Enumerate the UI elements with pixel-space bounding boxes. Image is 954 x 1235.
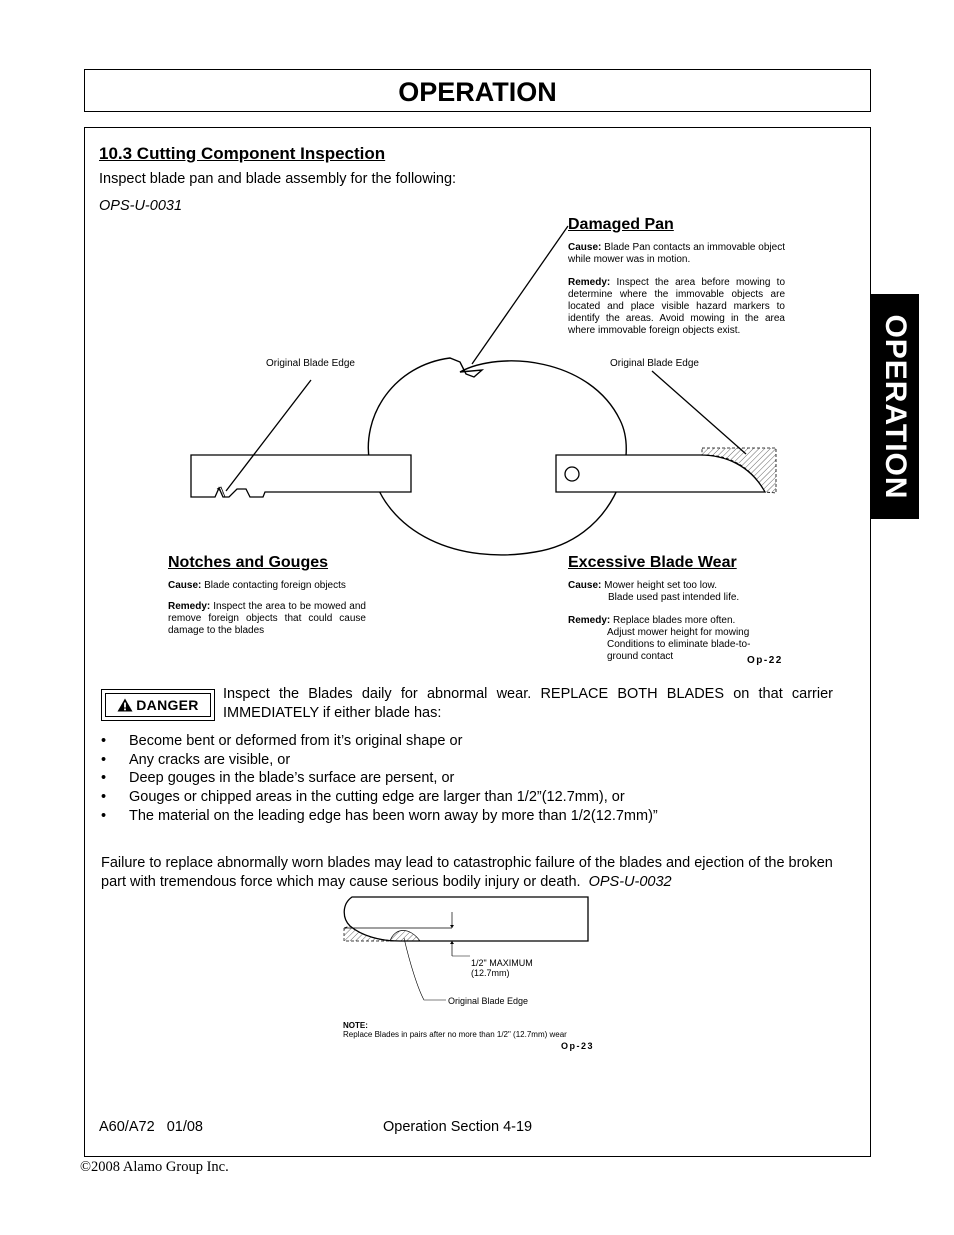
cause-text: Blade Pan contacts an immovable object while mower was in motion. <box>568 242 785 265</box>
worn-blade <box>344 897 588 941</box>
damaged-pan-title: Damaged Pan <box>568 216 674 233</box>
cause-text: Blade contacting foreign objects <box>204 580 346 591</box>
remedy-label: Remedy: <box>568 615 611 626</box>
danger-text: Inspect the Blades daily for abnormal wear. REPLACE BOTH BLADES on that carrier IMMEDIATELY if either blade has: <box>223 686 833 721</box>
notches-title: Notches and Gouges <box>168 554 329 571</box>
remedy-line: Conditions to eliminate blade-to- <box>607 639 751 650</box>
remedy-text: Inspect the area before mowing to determine where the immovable objects are located and place visible hazard markers to identify the areas. Avoid mowing in the area where immovable foreign objects exist. <box>568 277 786 336</box>
notches-cause <box>168 580 346 592</box>
remedy-line: Replace blades more often. <box>613 615 736 626</box>
danger-badge <box>101 689 215 721</box>
section-intro: Inspect blade pan and blade assembly for the following: <box>99 171 457 187</box>
blade-bolt-hole <box>565 467 579 481</box>
header-box <box>84 69 871 112</box>
remedy-line: Adjust mower height for mowing <box>607 627 750 638</box>
copyright: ©2008 Alamo Group Inc. <box>80 1159 229 1175</box>
figure-code: Op-23 <box>561 1041 595 1051</box>
remedy-label: Remedy: <box>568 277 611 288</box>
left-blade <box>191 455 411 497</box>
remedy-line: ground contact <box>607 651 674 662</box>
note-text: Replace Blades in pairs after no more than 1/2" (12.7mm) wear <box>343 1030 567 1039</box>
notches-remedy <box>168 601 366 637</box>
original-edge-label: Original Blade Edge <box>448 996 529 1006</box>
list-item: • Gouges or chipped areas in the cutting edge are larger than 1/2”(12.7mm), or <box>101 789 625 806</box>
footer-section: Operation Section 4-19 <box>383 1119 533 1135</box>
page-title: OPERATION <box>398 77 557 107</box>
damaged-pan-cause <box>568 242 785 266</box>
failure-paragraph <box>101 854 841 891</box>
list-item: • Become bent or deformed from it’s original shape or <box>101 733 463 749</box>
list-item: • Any cracks are visible, or <box>101 751 291 768</box>
max-wear-label: 1/2" MAXIMUM (12.7mm) <box>471 958 533 978</box>
list-item: • The material on the leading edge has been worn away by more than 1/2(12.7mm)” <box>101 807 658 824</box>
danger-label: DANGER <box>136 697 199 713</box>
section-heading: 10.3 Cutting Component Inspection <box>99 144 386 163</box>
warning-triangle-icon <box>117 698 133 712</box>
wear-title: Excessive Blade Wear <box>568 554 737 571</box>
list-item: • Deep gouges in the blade’s surface are persent, or <box>101 770 455 787</box>
failure-text: Failure to replace abnormally worn blades may lead to catastrophic failure of the blades and ejection of the broken part with tremendous force which may cause serious bodily injury or death. <box>101 855 833 890</box>
cause-line: Mower height set too low. <box>604 580 717 591</box>
remedy-label: Remedy: <box>168 601 211 612</box>
ops-code: OPS-U-0032 <box>588 873 672 890</box>
damaged-pan-remedy <box>568 277 785 337</box>
side-tab-label: OPERATION <box>878 313 912 500</box>
footer-model: A60/A72 01/08 <box>99 1119 203 1135</box>
wear-cause <box>568 580 788 604</box>
bullet-list <box>101 732 841 826</box>
cause-label: Cause: <box>168 580 202 591</box>
right-edge-label: Original Blade Edge <box>610 358 699 369</box>
side-tab <box>870 294 919 519</box>
figure-code: Op-22 <box>747 655 783 666</box>
cause-label: Cause: <box>568 580 602 591</box>
note-block <box>343 1021 567 1039</box>
remedy-text: Inspect the area to be mowed and remove foreign objects that could cause damage to the blades <box>168 601 366 636</box>
cause-label: Cause: <box>568 242 602 253</box>
left-edge-label: Original Blade Edge <box>266 358 355 369</box>
note-label: NOTE: <box>343 1021 368 1030</box>
ops-code: OPS-U-0031 <box>99 198 183 214</box>
cause-line: Blade used past intended life. <box>608 592 740 603</box>
